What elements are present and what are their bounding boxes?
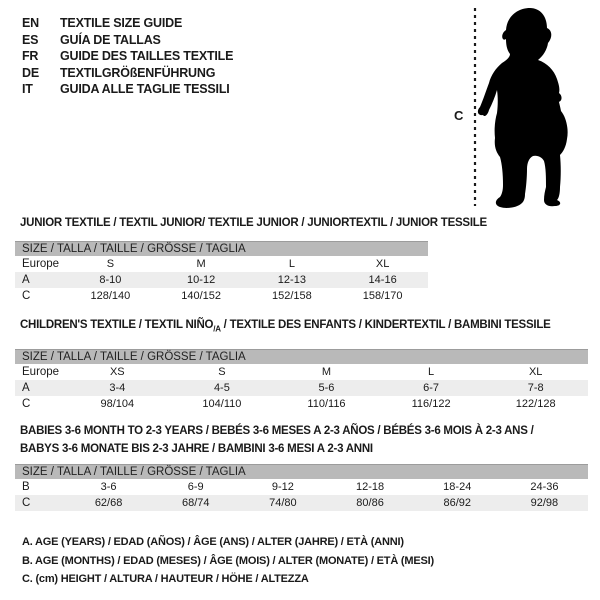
- row-label: A: [22, 382, 30, 395]
- childrens-textile-table: [15, 319, 588, 412]
- table-title: [15, 319, 588, 335]
- age-cell: 3-4: [109, 382, 126, 395]
- size-header-band: SIZE / TALLA / TAILLE / GRÖSSE / TAGLIA: [15, 349, 588, 364]
- size-header-band: SIZE / TALLA / TAILLE / GRÖSSE / TAGLIA: [15, 241, 428, 256]
- table-title-line2: BABYS 3-6 MONATE BIS 2-3 JAHRE / BAMBINI 3-6 MESI A 2-3 ANNI: [20, 443, 373, 455]
- height-cell: 98/104: [100, 398, 135, 411]
- footnote-age-months: B. AGE (MONTHS) / EDAD (MESES) / ÂGE (MOIS) / ALTER (MONATE) / ETÀ (MESI): [22, 554, 434, 567]
- age-cell: 3-6: [100, 481, 117, 493]
- table-title: JUNIOR TEXTILE / TEXTIL JUNIOR/ TEXTILE JUNIOR / JUNIORTEXTIL / JUNIOR TESSILE: [20, 217, 487, 229]
- table-title-text: CHILDREN'S TEXTILE / TEXTIL NIÑO: [20, 319, 214, 331]
- age-cell: 10-12: [187, 274, 216, 286]
- age-cell: 9-12: [271, 481, 294, 493]
- size-cell: L: [428, 366, 435, 379]
- row-label: Europe: [22, 366, 60, 379]
- footnote-height-cm: C. (cm) HEIGHT / ALTURA / HAUTEUR / HÖHE / ALTEZZA: [22, 573, 309, 585]
- baby-height-figure: [440, 0, 600, 212]
- height-measure-label: C: [454, 108, 464, 123]
- row-label: C: [22, 398, 31, 411]
- height-cell: 80/86: [356, 497, 384, 509]
- height-cell: 158/170: [362, 290, 403, 302]
- size-header-band: SIZE / TALLA / TAILLE / GRÖSSE / TAGLIA: [15, 464, 588, 479]
- age-cell: 12-18: [356, 481, 385, 493]
- age-cell: 7-8: [527, 382, 544, 395]
- age-cell: 5-6: [318, 382, 335, 395]
- language-row-it: [22, 81, 233, 98]
- size-cell: M: [196, 258, 206, 270]
- table-row-age: [15, 380, 588, 396]
- row-label: B: [22, 481, 30, 493]
- row-label: C: [22, 290, 31, 302]
- age-cell: 8-10: [99, 274, 122, 286]
- height-cell: 62/68: [94, 497, 123, 509]
- age-cell: 18-24: [443, 481, 472, 493]
- table-row-europe: [15, 256, 428, 272]
- height-cell: 128/140: [90, 290, 131, 302]
- language-title-list: [22, 15, 233, 98]
- language-code: EN: [22, 16, 39, 30]
- table-title-text: / TEXTILE DES ENFANTS / KINDERTEXTIL / BAMBINI TESSILE: [220, 319, 551, 331]
- guide-title-en: TEXTILE SIZE GUIDE: [60, 16, 183, 30]
- junior-textile-table: [15, 217, 487, 304]
- height-cell: 104/110: [202, 398, 242, 411]
- age-cell: 6-9: [187, 481, 204, 493]
- language-code: FR: [22, 49, 39, 64]
- row-label: A: [22, 274, 30, 286]
- footnote-age-years: A. AGE (YEARS) / EDAD (AÑOS) / ÂGE (ANS) / ALTER (JAHRE) / ETÀ (ANNI): [22, 536, 404, 548]
- language-code: ES: [22, 32, 39, 47]
- height-cell: 140/152: [181, 290, 221, 302]
- height-cell: 122/128: [515, 398, 556, 411]
- language-code: IT: [22, 82, 33, 97]
- table-row-europe: [15, 364, 588, 380]
- age-cell: 12-13: [277, 274, 306, 286]
- age-cell: 4-5: [213, 382, 230, 395]
- age-cell: 24-36: [530, 481, 559, 493]
- table-row-height: [15, 288, 428, 304]
- height-cell: 74/80: [269, 497, 297, 509]
- height-cell: 86/92: [443, 497, 471, 509]
- age-cell: 6-7: [423, 382, 440, 395]
- guide-title-it: GUIDA ALLE TAGLIE TESSILI: [60, 82, 230, 97]
- language-row-de: [22, 65, 233, 82]
- guide-title-es: GUÍA DE TALLAS: [60, 32, 161, 47]
- size-cell: M: [321, 366, 332, 379]
- toddler-silhouette: [478, 8, 568, 208]
- guide-title-de: TEXTILGRÖßENFÜHRUNG: [60, 65, 216, 80]
- size-cell: S: [218, 366, 226, 379]
- size-cell: XS: [109, 366, 125, 379]
- size-cell: L: [288, 258, 295, 270]
- height-cell: 92/98: [530, 497, 559, 509]
- size-cell: S: [106, 258, 115, 270]
- table-row-age: [15, 272, 428, 288]
- row-label: Europe: [22, 258, 60, 270]
- language-row-fr: [22, 48, 233, 65]
- height-cell: 116/122: [411, 398, 451, 411]
- table-title-line1: BABIES 3-6 MONTH TO 2-3 YEARS / BEBÉS 3-6 MESES A 2-3 AÑOS / BÉBÉS 3-6 MOIS À 2-3 ANS /: [20, 425, 534, 437]
- table-row-height: [15, 396, 588, 412]
- table-row-height: [15, 495, 588, 511]
- babies-textile-table: [15, 422, 588, 511]
- height-cell: 110/116: [307, 398, 346, 411]
- legend-footnotes: [22, 533, 434, 589]
- height-cell: 152/158: [271, 290, 312, 302]
- height-cell: 68/74: [181, 497, 210, 509]
- table-title-subscript: /A: [213, 324, 221, 334]
- age-cell: 14-16: [368, 274, 397, 286]
- row-label: C: [22, 497, 31, 509]
- table-row-age-months: [15, 479, 588, 495]
- language-row-en: [22, 15, 233, 32]
- size-cell: XL: [375, 258, 390, 270]
- baby-silhouette-graphic: [440, 0, 600, 212]
- language-code: DE: [22, 65, 39, 80]
- language-row-es: [22, 32, 233, 49]
- size-cell: XL: [528, 366, 543, 379]
- guide-title-fr: GUIDE DES TAILLES TEXTILE: [60, 49, 234, 64]
